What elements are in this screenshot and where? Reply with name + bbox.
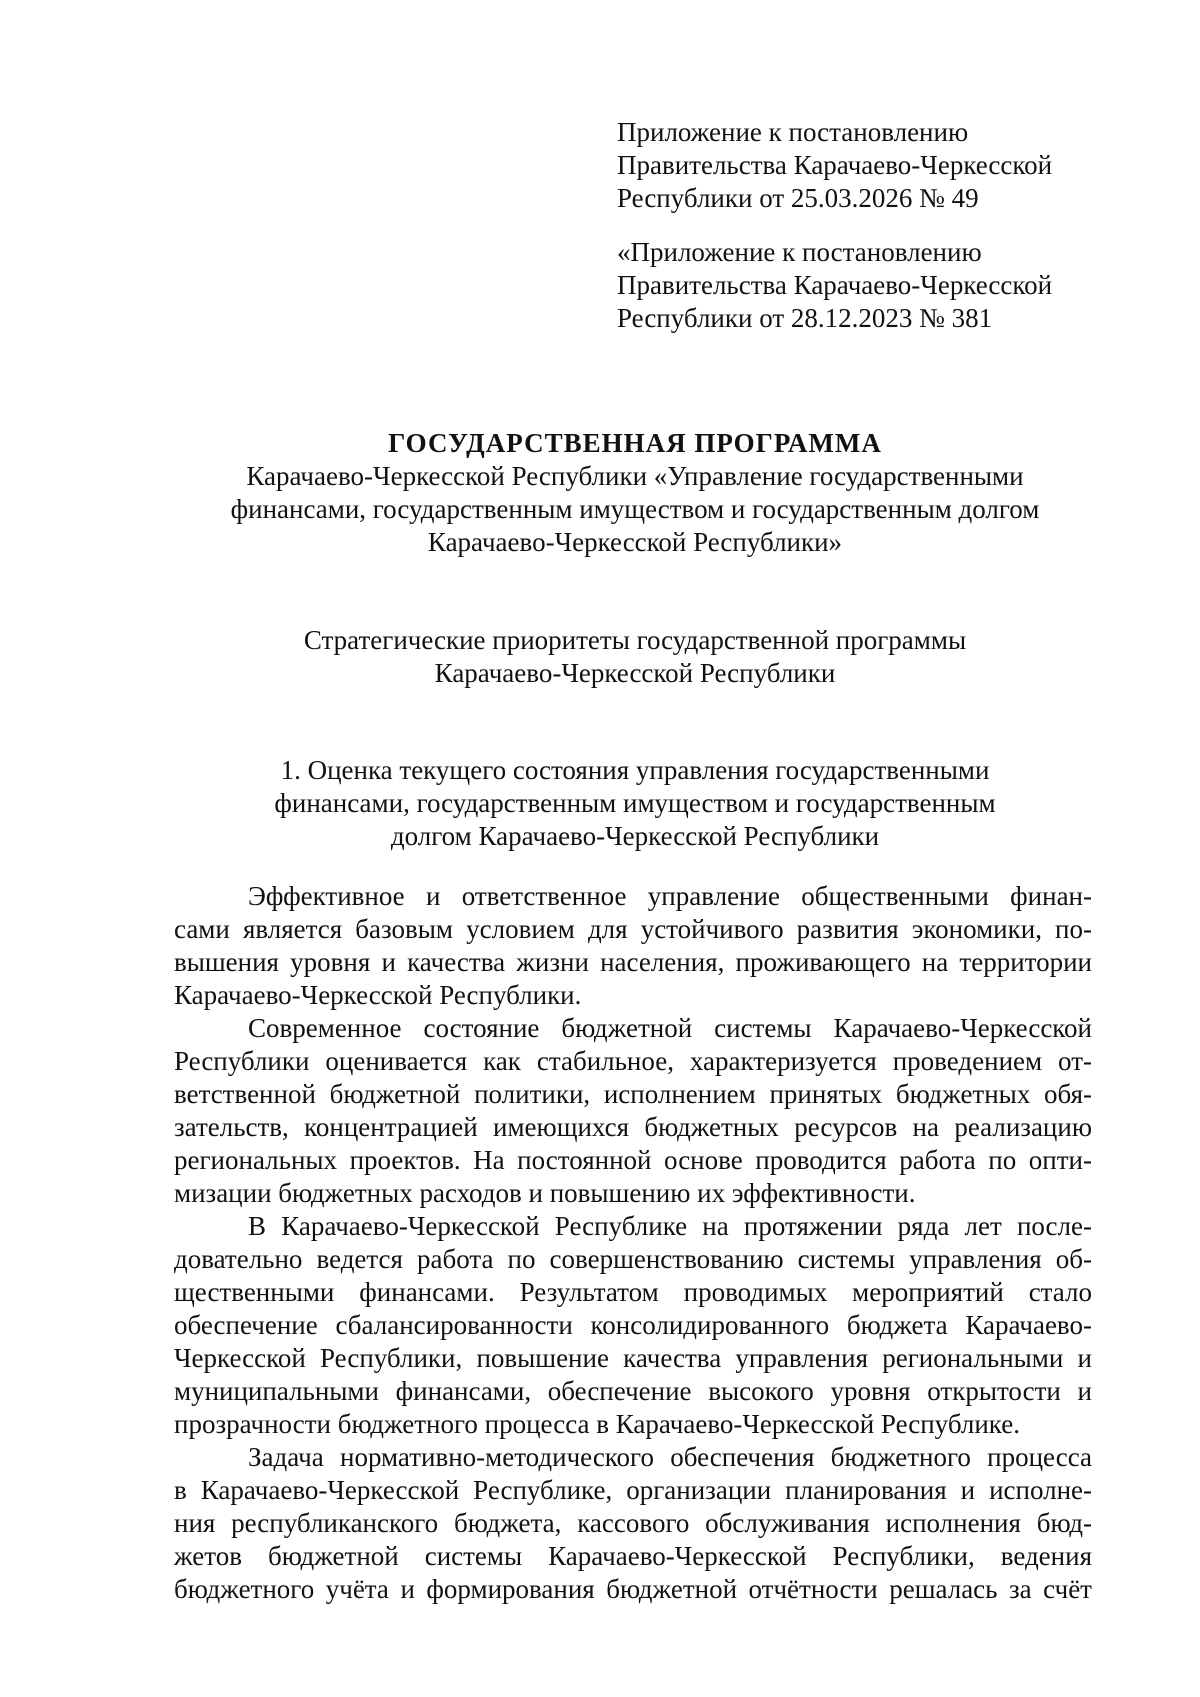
paragraph-line: обеспечение сбалансированности консолидированного бюджета Карачаево- [174,1310,1092,1340]
paragraph-line: вышения уровня и качества жизни населения, проживающего на территории [174,947,1092,977]
paragraph-line: прозрачности бюджетного процесса в Карачаево-Черкесской Республике. [174,1409,1020,1439]
section-heading-line: 1. Оценка текущего состояния управления государственными [280,755,990,785]
paragraph [174,1441,1092,1606]
section-heading [150,754,1120,853]
paragraph-line: Республики оценивается как стабильное, характеризуется проведением от- [174,1046,1092,1076]
paragraph-line: Карачаево-Черкесской Республики. [174,980,582,1010]
program-title [150,427,1120,559]
appendix-line: Правительства Карачаево-Черкесской [617,150,1053,180]
paragraph [174,880,1092,1012]
paragraph-line: ния республиканского бюджета, кассового обслуживания исполнения бюд- [174,1508,1092,1538]
priorities-heading-line: Стратегические приоритеты государственной программы [303,625,967,655]
paragraph-line: ветственной бюджетной политики, исполнением принятых бюджетных обя- [174,1079,1092,1109]
appendix-previous-reference [617,236,1137,335]
body-text [174,880,1092,1606]
priorities-heading-line: Карачаево-Черкесской Республики [434,658,836,688]
section-heading-line: долгом Карачаево-Черкесской Республики [390,821,880,851]
appendix-line: Республики от 25.03.2026 № 49 [617,183,979,213]
priorities-heading [150,624,1120,690]
paragraph-line: мизации бюджетных расходов и повышению их эффективности. [174,1178,916,1208]
paragraph-line: щественными финансами. Результатом проводимых мероприятий стало [174,1277,1092,1307]
paragraph-line: сами является базовым условием для устойчивого развития экономики, по- [174,914,1092,944]
program-title-main: ГОСУДАРСТВЕННАЯ ПРОГРАММА [388,428,882,458]
paragraph [174,1210,1092,1441]
paragraph-line: жетов бюджетной системы Карачаево-Черкесской Республики, ведения [174,1541,1092,1571]
appendix-line: Приложение к постановлению [617,117,969,147]
paragraph-line: муниципальными финансами, обеспечение высокого уровня открытости и [174,1376,1092,1406]
program-title-line: финансами, государственным имуществом и государственным долгом [230,494,1040,524]
appendix-line: Правительства Карачаево-Черкесской [617,270,1053,300]
paragraph-line: зательств, концентрацией имеющихся бюджетных ресурсов на реализацию [174,1112,1092,1142]
paragraph-line: Задача нормативно-методического обеспечения бюджетного процесса [248,1442,1092,1472]
program-title-line: Карачаево-Черкесской Республики «Управление государственными [246,461,1024,491]
appendix-line: Республики от 28.12.2023 № 381 [617,303,993,333]
appendix-current-reference [617,116,1137,215]
program-title-line: Карачаево-Черкесской Республики» [427,527,843,557]
paragraph-line: В Карачаево-Черкесской Республике на протяжении ряда лет после- [248,1211,1092,1241]
paragraph-line: Современное состояние бюджетной системы Карачаево-Черкесской [248,1013,1092,1043]
paragraph-line: региональных проектов. На постоянной основе проводится работа по опти- [174,1145,1092,1175]
appendix-line: «Приложение к постановлению [617,237,982,267]
paragraph-line: довательно ведется работа по совершенствованию системы управления об- [174,1244,1092,1274]
paragraph-line: Эффективное и ответственное управление общественными финан- [248,881,1092,911]
paragraph-line: в Карачаево-Черкесской Республике, организации планирования и исполне- [174,1475,1092,1505]
paragraph-line: Черкесской Республики, повышение качества управления региональными и [174,1343,1092,1373]
paragraph [174,1012,1092,1210]
paragraph-line: бюджетного учёта и формирования бюджетной отчётности решалась за счёт [174,1574,1092,1604]
section-heading-line: финансами, государственным имуществом и государственным [274,788,996,818]
